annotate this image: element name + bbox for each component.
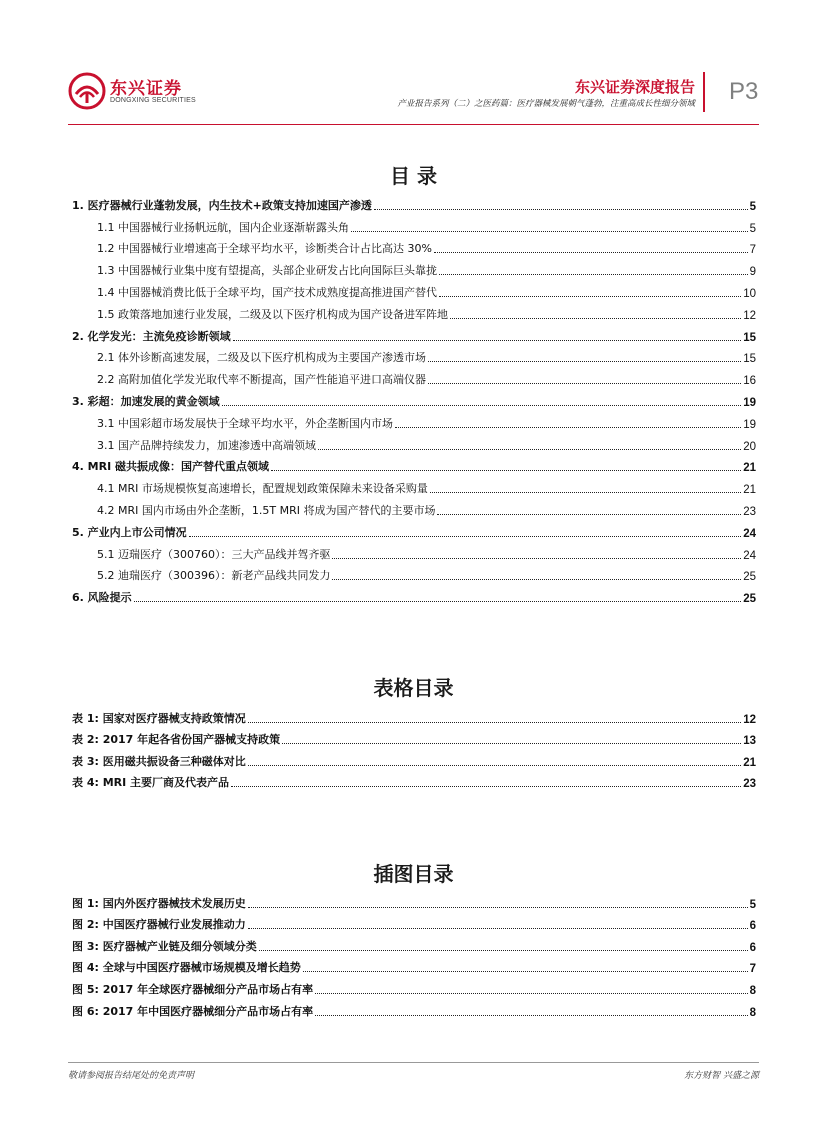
toc-list bbox=[72, 191, 756, 605]
entry-page-number: 23 bbox=[743, 505, 756, 518]
toc-title: 目 录 bbox=[390, 164, 437, 188]
logo-english-name: DONGXING SECURITIES bbox=[110, 97, 196, 104]
entry-label: 4. MRI 磁共振成像：国产替代重点领域 bbox=[72, 460, 269, 474]
entry-label: 3.1 国产品牌持续发力，加速渗透中高端领域 bbox=[97, 438, 316, 452]
logo-mark-icon bbox=[68, 72, 106, 110]
page-number: P3 bbox=[729, 78, 759, 105]
toc-section-entry[interactable] bbox=[72, 213, 756, 235]
list-entry[interactable] bbox=[72, 954, 756, 976]
dot-leader bbox=[450, 318, 741, 319]
dot-leader bbox=[437, 514, 741, 515]
list-entry[interactable] bbox=[72, 932, 756, 954]
entry-page-number: 12 bbox=[743, 713, 756, 726]
report-subtitle: 产业报告系列（二）之医药篇：医疗器械发展朝气蓬勃，注重高成长性细分领域 bbox=[397, 99, 695, 109]
toc-chapter-entry[interactable] bbox=[72, 518, 756, 540]
company-logo bbox=[68, 72, 203, 112]
entry-page-number: 10 bbox=[743, 287, 756, 300]
entry-label: 2. 化学发光：主流免疫诊断领域 bbox=[72, 329, 231, 343]
entry-label: 2.1 体外诊断高速发展，二级及以下医疗机构成为主要国产渗透市场 bbox=[97, 351, 426, 365]
list-entry[interactable] bbox=[72, 889, 756, 911]
entry-page-number: 5 bbox=[749, 898, 756, 911]
entry-page-number: 7 bbox=[749, 244, 756, 257]
dot-leader bbox=[248, 765, 741, 766]
dot-leader bbox=[332, 558, 741, 559]
entry-page-number: 9 bbox=[749, 266, 756, 279]
entry-label: 图 4: 全球与中国医疗器械市场规模及增长趋势 bbox=[72, 961, 301, 975]
disclaimer-note: 敬请参阅报告结尾处的免责声明 bbox=[68, 1071, 195, 1081]
list-entry[interactable] bbox=[72, 769, 756, 791]
dot-leader bbox=[222, 405, 742, 406]
dot-leader bbox=[189, 536, 742, 537]
entry-page-number: 19 bbox=[743, 396, 756, 409]
entry-page-number: 8 bbox=[749, 1006, 756, 1019]
toc-chapter-entry[interactable] bbox=[72, 191, 756, 213]
entry-label: 图 6: 2017 年中国医疗器械细分产品市场占有率 bbox=[72, 1004, 314, 1018]
dot-leader bbox=[318, 449, 741, 450]
dot-leader bbox=[374, 209, 748, 210]
entry-label: 表 4: MRI 主要厂商及代表产品 bbox=[72, 776, 230, 790]
entry-label: 3. 彩超：加速发展的黄金领域 bbox=[72, 394, 220, 408]
entry-label: 3.1 中国彩超市场发展快于全球平均水平，外企垄断国内市场 bbox=[97, 416, 393, 430]
entry-page-number: 21 bbox=[743, 462, 756, 475]
entry-label: 5.1 迈瑞医疗（300760）：三大产品线并驾齐驱 bbox=[97, 547, 331, 561]
toc-chapter-entry[interactable] bbox=[72, 387, 756, 409]
entry-page-number: 19 bbox=[743, 418, 756, 431]
toc-section-entry[interactable] bbox=[72, 365, 756, 387]
footer-slogan: 东方财智 兴盛之源 bbox=[684, 1071, 759, 1081]
toc-section-entry[interactable] bbox=[72, 562, 756, 584]
entry-page-number: 23 bbox=[743, 778, 756, 791]
dot-leader bbox=[303, 971, 748, 972]
entry-page-number: 20 bbox=[743, 440, 756, 453]
entry-page-number: 15 bbox=[743, 353, 756, 366]
list-entry[interactable] bbox=[72, 975, 756, 997]
toc-section-entry[interactable] bbox=[72, 344, 756, 366]
entry-page-number: 5 bbox=[749, 222, 756, 235]
report-title: 东兴证券深度报告 bbox=[574, 78, 695, 96]
toc-section-entry[interactable] bbox=[72, 409, 756, 431]
entry-label: 图 1: 国内外医疗器械技术发展历史 bbox=[72, 896, 246, 910]
entry-page-number: 24 bbox=[743, 549, 756, 562]
entry-page-number: 13 bbox=[743, 735, 756, 748]
entry-label: 6. 风险提示 bbox=[72, 591, 132, 605]
logo-name: 东兴证券 bbox=[110, 79, 182, 99]
entry-label: 5. 产业内上市公司情况 bbox=[72, 525, 187, 539]
figure-list-title: 插图目录 bbox=[373, 862, 454, 886]
dot-leader bbox=[395, 427, 741, 428]
toc-chapter-entry[interactable] bbox=[72, 322, 756, 344]
dot-leader bbox=[248, 907, 748, 908]
list-entry[interactable] bbox=[72, 726, 756, 748]
entry-page-number: 6 bbox=[749, 941, 756, 954]
entry-label: 4.1 MRI 市场规模恢复高速增长，配置规划政策保障未来设备采购量 bbox=[97, 482, 428, 496]
entry-label: 5.2 迪瑞医疗（300396）：新老产品线共同发力 bbox=[97, 569, 331, 583]
toc-section-entry[interactable] bbox=[72, 256, 756, 278]
entry-label: 2.2 高附加值化学发光取代率不断提高，国产性能追平进口高端仪器 bbox=[97, 373, 426, 387]
entry-page-number: 5 bbox=[749, 200, 756, 213]
dot-leader bbox=[351, 231, 748, 232]
toc-section-entry[interactable] bbox=[72, 300, 756, 322]
entry-label: 1.5 政策落地加速行业发展，二级及以下医疗机构成为国产设备进军阵地 bbox=[97, 307, 448, 321]
dot-leader bbox=[231, 786, 741, 787]
entry-page-number: 6 bbox=[749, 920, 756, 933]
page-header bbox=[0, 0, 827, 130]
dot-leader bbox=[315, 993, 747, 994]
dot-leader bbox=[134, 601, 742, 602]
entry-page-number: 8 bbox=[749, 984, 756, 997]
list-entry[interactable] bbox=[72, 997, 756, 1019]
entry-label: 4.2 MRI 国内市场由外企垄断，1.5T MRI 将成为国产替代的主要市场 bbox=[97, 503, 436, 517]
entry-label: 图 3: 医疗器械产业链及细分领域分类 bbox=[72, 939, 257, 953]
dot-leader bbox=[439, 274, 748, 275]
dot-leader bbox=[233, 340, 742, 341]
dot-leader bbox=[248, 928, 748, 929]
entry-label: 图 5: 2017 年全球医疗器械细分产品市场占有率 bbox=[72, 982, 314, 996]
entry-page-number: 21 bbox=[743, 756, 756, 769]
list-entry[interactable] bbox=[72, 704, 756, 726]
dot-leader bbox=[430, 492, 741, 493]
toc-chapter-entry[interactable] bbox=[72, 453, 756, 475]
header-rule bbox=[68, 124, 759, 125]
entry-page-number: 15 bbox=[743, 331, 756, 344]
table-list bbox=[72, 704, 756, 790]
dot-leader bbox=[271, 470, 741, 471]
entry-page-number: 25 bbox=[743, 593, 756, 606]
dot-leader bbox=[248, 722, 741, 723]
entry-label: 表 1: 国家对医疗器械支持政策情况 bbox=[72, 711, 246, 725]
dot-leader bbox=[282, 743, 741, 744]
toc-chapter-entry[interactable] bbox=[72, 583, 756, 605]
figure-list bbox=[72, 889, 756, 1019]
header-divider bbox=[703, 72, 705, 112]
entry-label: 1.3 中国器械行业集中度有望提高，头部企业研发占比向国际巨头靠拢 bbox=[97, 264, 437, 278]
entry-label: 1.2 中国器械行业增速高于全球平均水平，诊断类合计占比高达 30% bbox=[97, 242, 432, 256]
entry-page-number: 16 bbox=[743, 375, 756, 388]
list-entry[interactable] bbox=[72, 747, 756, 769]
toc-section-entry[interactable] bbox=[72, 278, 756, 300]
list-entry[interactable] bbox=[72, 911, 756, 933]
dot-leader bbox=[434, 252, 748, 253]
entry-page-number: 24 bbox=[743, 527, 756, 540]
entry-label: 1.4 中国器械消费比低于全球平均，国产技术成熟度提高推进国产替代 bbox=[97, 285, 437, 299]
dot-leader bbox=[428, 361, 741, 362]
footer-rule bbox=[68, 1062, 759, 1063]
entry-label: 表 2: 2017 年起各省份国产器械支持政策 bbox=[72, 733, 281, 747]
entry-label: 表 3: 医用磁共振设备三种磁体对比 bbox=[72, 754, 246, 768]
dot-leader bbox=[315, 1015, 747, 1016]
toc-section-entry[interactable] bbox=[72, 235, 756, 257]
dot-leader bbox=[439, 296, 741, 297]
dot-leader bbox=[428, 383, 741, 384]
entry-page-number: 12 bbox=[743, 309, 756, 322]
table-list-title: 表格目录 bbox=[373, 676, 454, 700]
entry-page-number: 21 bbox=[743, 484, 756, 497]
toc-section-entry[interactable] bbox=[72, 496, 756, 518]
entry-label: 1. 医疗器械行业蓬勃发展，内生技术+政策支持加速国产渗透 bbox=[72, 198, 372, 212]
toc-section-entry[interactable] bbox=[72, 474, 756, 496]
entry-label: 1.1 中国器械行业扬帆远航，国内企业逐渐崭露头角 bbox=[97, 220, 349, 234]
entry-page-number: 7 bbox=[749, 963, 756, 976]
entry-label: 图 2: 中国医疗器械行业发展推动力 bbox=[72, 918, 246, 932]
dot-leader bbox=[332, 579, 741, 580]
entry-page-number: 25 bbox=[743, 571, 756, 584]
dot-leader bbox=[259, 950, 748, 951]
toc-section-entry[interactable] bbox=[72, 540, 756, 562]
toc-section-entry[interactable] bbox=[72, 431, 756, 453]
